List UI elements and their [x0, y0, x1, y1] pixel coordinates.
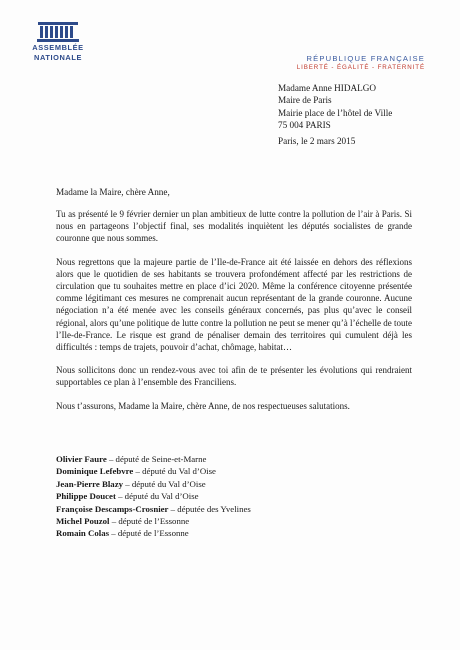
signatory	[56, 453, 251, 465]
republic-header	[297, 54, 425, 71]
signatory-role: – député du Val d’Oise	[133, 466, 216, 477]
signatory-name: Romain Colas	[56, 528, 110, 539]
signatory-role: – député du Val d’Oise	[123, 478, 206, 489]
signatory	[56, 503, 251, 515]
paragraph: Nous regrettons que la majeure partie de l’Ile-de-France ait été laissée en dehors des réflexions alors que le quotidien de ses habitants se trouvera profondément affecté par les restrictions de circulation que tu souhaites mettre en place d’ici 2020. Même la conférence citoyenne présentée comme légitimant ces mesures ne comprenait aucun représentant de la grande couronne. Aucune négociation n’a été menée avec les conseils généraux concernés, pas plus qu’avec le conseil régional, alors qu’une politique de lutte contre la pollution ne peut se mener qu’à l’échelle de toute l’Ile-de-France. Le risque est grand de pénaliser demain des territoires qui cumulent déjà les difficultés : temps de trajets, pouvoir d’achat, chômage, habitat…	[56, 256, 412, 353]
signatory-role: – député du Val d’Oise	[115, 491, 199, 502]
signatories-list	[56, 453, 251, 540]
signatory	[56, 478, 251, 490]
signatory-role: – député de l’Essonne	[109, 516, 190, 527]
signatory-name: Françoise Descamps-Crosnier	[56, 503, 169, 514]
signatory-name: Dominique Lefebvre	[56, 466, 134, 477]
recipient-name: Madame Anne HIDALGO	[278, 83, 376, 93]
signatory-name: Jean-Pierre Blazy	[56, 478, 124, 489]
letter-date: Paris, le 2 mars 2015	[278, 136, 356, 146]
logo-line-1: ASSEMBLÉE	[32, 43, 84, 52]
signatory-name: Olivier Faure	[56, 454, 107, 464]
republic-motto: LIBERTÉ - ÉGALITÉ - FRATERNITÉ	[296, 64, 425, 71]
signatory-role: – député de Seine-et-Marne	[106, 454, 207, 464]
recipient-title: Maire de Paris	[278, 95, 332, 106]
signatory-role: – député de l’Essonne	[109, 528, 189, 539]
recipient-street: Mairie place de l’hôtel de Ville	[278, 107, 393, 118]
signatory	[56, 527, 251, 539]
assemblee-nationale-logo	[25, 22, 91, 62]
paragraph: Tu as présenté le 9 février dernier un plan ambitieux de lutte contre la pollution de l’air à Paris. Si nous en partageons l’objectif final, ses modalités inquiètent les députés socialistes de grande couronne que nous sommes.	[56, 209, 412, 244]
signatory	[56, 515, 251, 527]
signatory-name: Philippe Doucet	[56, 491, 116, 502]
paragraph: Nous sollicitons donc un rendez-vous avec toi afin de te présenter les évolutions qui rendraient supportables ce plan à l’ensemble des Franciliens.	[56, 365, 412, 388]
letter-body	[56, 208, 412, 423]
recipient-city: 75 004 PARIS	[278, 120, 331, 131]
logo-line-2: NATIONALE	[34, 53, 82, 62]
hemicycle-icon	[36, 22, 80, 42]
signatory	[56, 490, 251, 502]
republic-title: RÉPUBLIQUE FRANÇAISE	[306, 54, 425, 63]
recipient-address	[278, 82, 392, 132]
signatory-name: Michel Pouzol	[56, 516, 110, 527]
signatory	[56, 465, 251, 477]
salutation: Madame la Maire, chère Anne,	[56, 187, 170, 197]
signatory-role: – députée des Yvelines	[168, 503, 251, 514]
paragraph: Nous t’assurons, Madame la Maire, chère Anne, de nos respectueuses salutations.	[56, 400, 350, 411]
